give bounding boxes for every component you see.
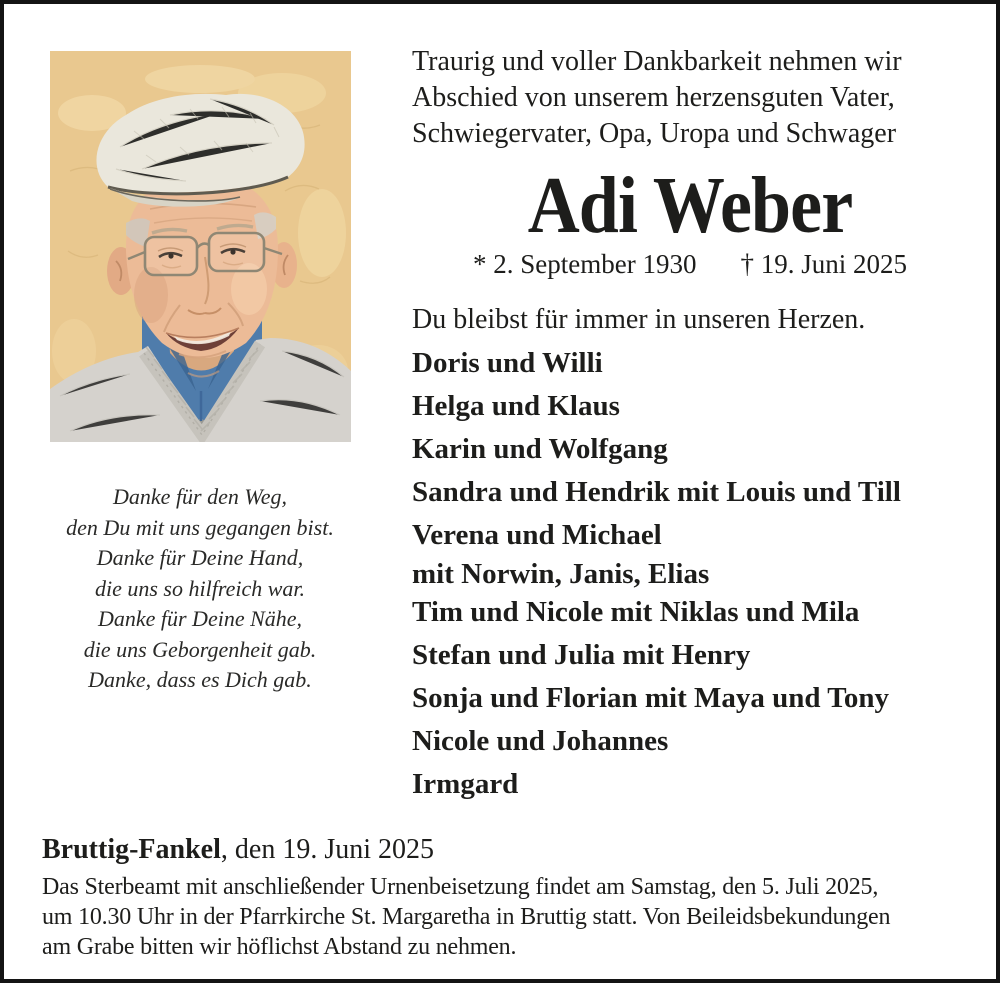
bottom-section [42,833,972,962]
poem-line: Danke für den Weg, [113,484,287,509]
mourner-row: Stefan und Julia mit Henry [412,639,751,671]
intro-line: Schwiegervater, Opa, Uropa und Schwager [412,118,897,149]
mourner-row: Nicole und Johannes [412,725,669,757]
place-name: Bruttig-Fankel [42,834,221,865]
intro-text [412,44,968,152]
mourner-row: Karin und Wolfgang [412,433,668,465]
mourner-row: Verena und Michael [412,519,662,551]
mourners-list [412,342,968,806]
life-dates [412,246,968,282]
mourner-row: Irmgard [412,768,519,800]
poem-line: die uns Geborgenheit gab. [83,636,317,662]
poem-line: die uns so hilfreich war. [94,575,306,601]
place-date-line [42,833,972,867]
mourner-row: Doris und Willi [412,347,603,379]
memorial-poem [30,482,370,696]
poem-line: den Du mit uns gegangen bist. [66,514,334,540]
intro-line: Abschied von unserem herzensguten Vater, [412,82,895,113]
mourner-row: Tim und Nicole mit Niklas und Mila [412,596,860,628]
portrait-photo [50,51,351,442]
service-line: um 10.30 Uhr in der Pfarrkirche St. Margaretha in Bruttig statt. Von Beileidsbekundungen [42,904,891,930]
poem-line: Danke für Deine Nähe, [97,606,303,631]
poem-line: Danke für Deine Hand, [96,545,304,570]
service-line: Das Sterbeamt mit anschließender Urnenbeisetzung findet am Samstag, den 5. Juli 2025, [42,874,879,900]
mourner-row: mit Norwin, Janis, Elias [412,558,710,590]
notice-body [412,44,968,806]
mourner-row: Sandra und Hendrik mit Louis und Till [412,476,901,508]
poem-line: Danke, dass es Dich gab. [88,667,312,692]
farewell-line: Du bleibst für immer in unseren Herzen. [412,304,866,335]
deceased-name: Adi Weber [527,162,853,250]
service-info [42,872,972,962]
birth-date: * 2. September 1930 [473,249,697,279]
date-suffix: , den 19. Juni 2025 [220,834,434,865]
deceased-portrait-image [50,51,351,442]
mourner-row: Helga und Klaus [412,390,620,422]
service-line: am Grabe bitten wir höflichst Abstand zu nehmen. [42,934,517,960]
death-date: † 19. Juni 2025 [740,249,907,279]
intro-line: Traurig und voller Dankbarkeit nehmen wir [412,46,902,77]
mourner-row: Sonja und Florian mit Maya und Tony [412,682,890,714]
